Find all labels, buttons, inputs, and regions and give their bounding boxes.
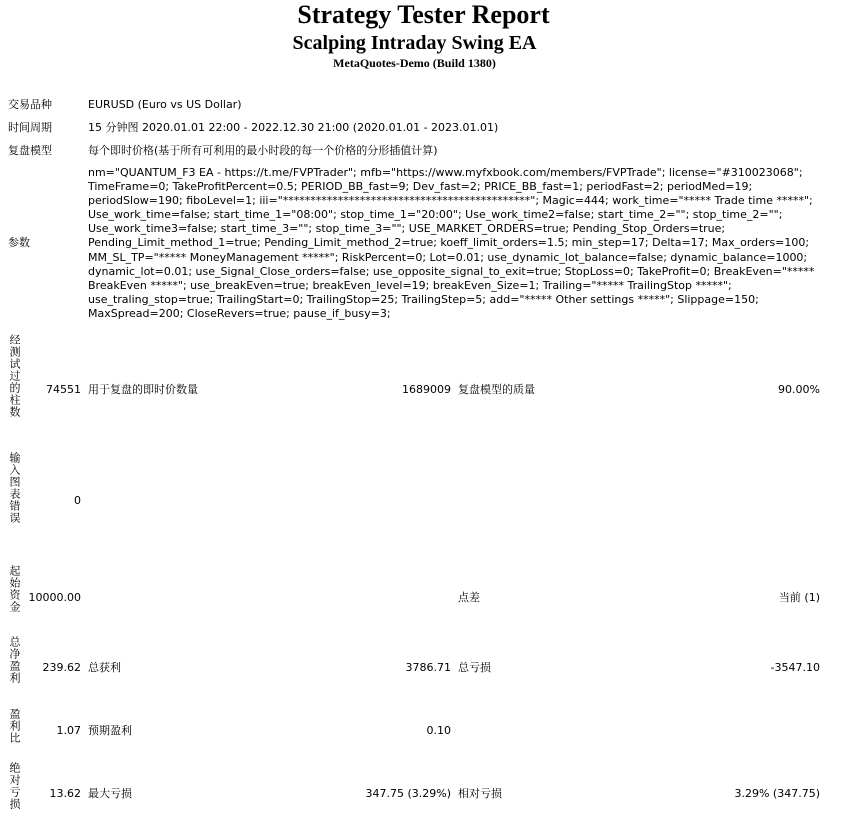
profit-factor-value: 1.07: [56, 724, 81, 737]
report-title: Strategy Tester Report: [297, 0, 550, 29]
max-drawdown-label: 最大亏损: [88, 787, 132, 800]
symbol-label: 交易品种: [8, 98, 52, 111]
gross-loss-value: -3547.10: [770, 661, 820, 674]
rel-drawdown-label: 相对亏损: [458, 787, 502, 800]
profit-factor-label: 盈利比: [8, 708, 21, 744]
bars-label: 经测试过的柱数: [8, 334, 21, 418]
model-value: 每个即时价格(基于所有可利用的最小时段的每一个价格的分形插值计算): [88, 144, 438, 157]
params-label: 参数: [8, 236, 30, 249]
model-label: 复盘模型: [8, 144, 52, 157]
spread-value: 当前 (1): [778, 591, 820, 604]
ticks-value: 1689009: [402, 383, 451, 396]
net-profit-label: 总净盈利: [8, 636, 21, 684]
bars-value: 74551: [46, 383, 81, 396]
period-label: 时间周期: [8, 121, 52, 134]
expected-payoff-label: 预期盈利: [88, 724, 132, 737]
max-drawdown-value: 347.75 (3.29%): [365, 787, 451, 800]
quality-label: 复盘模型的质量: [458, 383, 535, 396]
expected-payoff-value: 0.10: [426, 724, 451, 737]
abs-drawdown-label: 绝对亏损: [8, 762, 21, 810]
params-value: nm="QUANTUM_F3 EA - https://t.me/FVPTrader"; mfb="https://www.myfxbook.com/members/FVPTrade"; license="#310023068"; TimeFrame=0; TakeProfitPercent=0.5; PERIOD_BB_fast=9; Dev_fast=2; PRICE_BB_fast=1; periodFast=2; periodMed=19; periodSlow=190; fiboLevel=1; iii="*********************************************"; Magic=444; work_time="***** Trade time *****"; Use_work_time=false; start_time_1="08:00"; stop_time_1="20:00"; Use_work_time2=false; start_time_2=""; stop_time_2=""; Use_work_time3=false; start_time_3=""; stop_time_3=""; USE_MARKET_ORDERS=true; Pending_Stop_Orders=true; Pending_Limit_method_1=true; Pending_Limit_method_2=true; koeff_limit_orders=1.5; min_step=17; Delta=17; Max_orders=100; MM_SL_TP="***** MoneyManagement *****"; RiskPercent=0; Lot=0.01; use_dynamic_lot_balance=false; dynamic_balance=1000; dynamic_lot=0.01; use_Signal_Close_orders=false; use_opposite_signal_to_exit=true; StopLoss=0; TakeProfit=0; BreakEven="***** BreakEven *****"; use_breakEven=true; breakEven_level=19; breakEven_Size=1; Trailing="***** TrailingStop *****"; use_traling_stop=true; TrailingStart=0; TrailingStop=25; TrailingStep=5; add="***** Other settings *****"; Slippage=150; MaxSpread=200; CloseRevers=true; pause_if_busy=3;: [88, 166, 815, 320]
abs-drawdown-value: 13.62: [49, 787, 81, 800]
gross-profit-label: 总获利: [88, 661, 121, 674]
gross-loss-label: 总亏损: [458, 661, 491, 674]
errors-value: 0: [74, 494, 81, 507]
period-value: 15 分钟图 2020.01.01 22:00 - 2022.12.30 21:00 (2020.01.01 - 2023.01.01): [88, 121, 499, 134]
net-profit-value: 239.62: [42, 661, 81, 674]
quality-value: 90.00%: [778, 383, 820, 396]
deposit-label: 起始资金: [8, 565, 21, 613]
rel-drawdown-value: 3.29% (347.75): [734, 787, 820, 800]
deposit-value: 10000.00: [28, 591, 81, 604]
errors-label: 输入图表错误: [8, 452, 21, 524]
symbol-value: EURUSD (Euro vs US Dollar): [88, 98, 242, 111]
ticks-label: 用于复盘的即时价数量: [88, 383, 198, 396]
gross-profit-value: 3786.71: [405, 661, 451, 674]
spread-label: 点差: [458, 591, 480, 604]
ea-name: Scalping Intraday Swing EA: [292, 32, 537, 54]
server-build: MetaQuotes-Demo (Build 1380): [333, 56, 496, 70]
